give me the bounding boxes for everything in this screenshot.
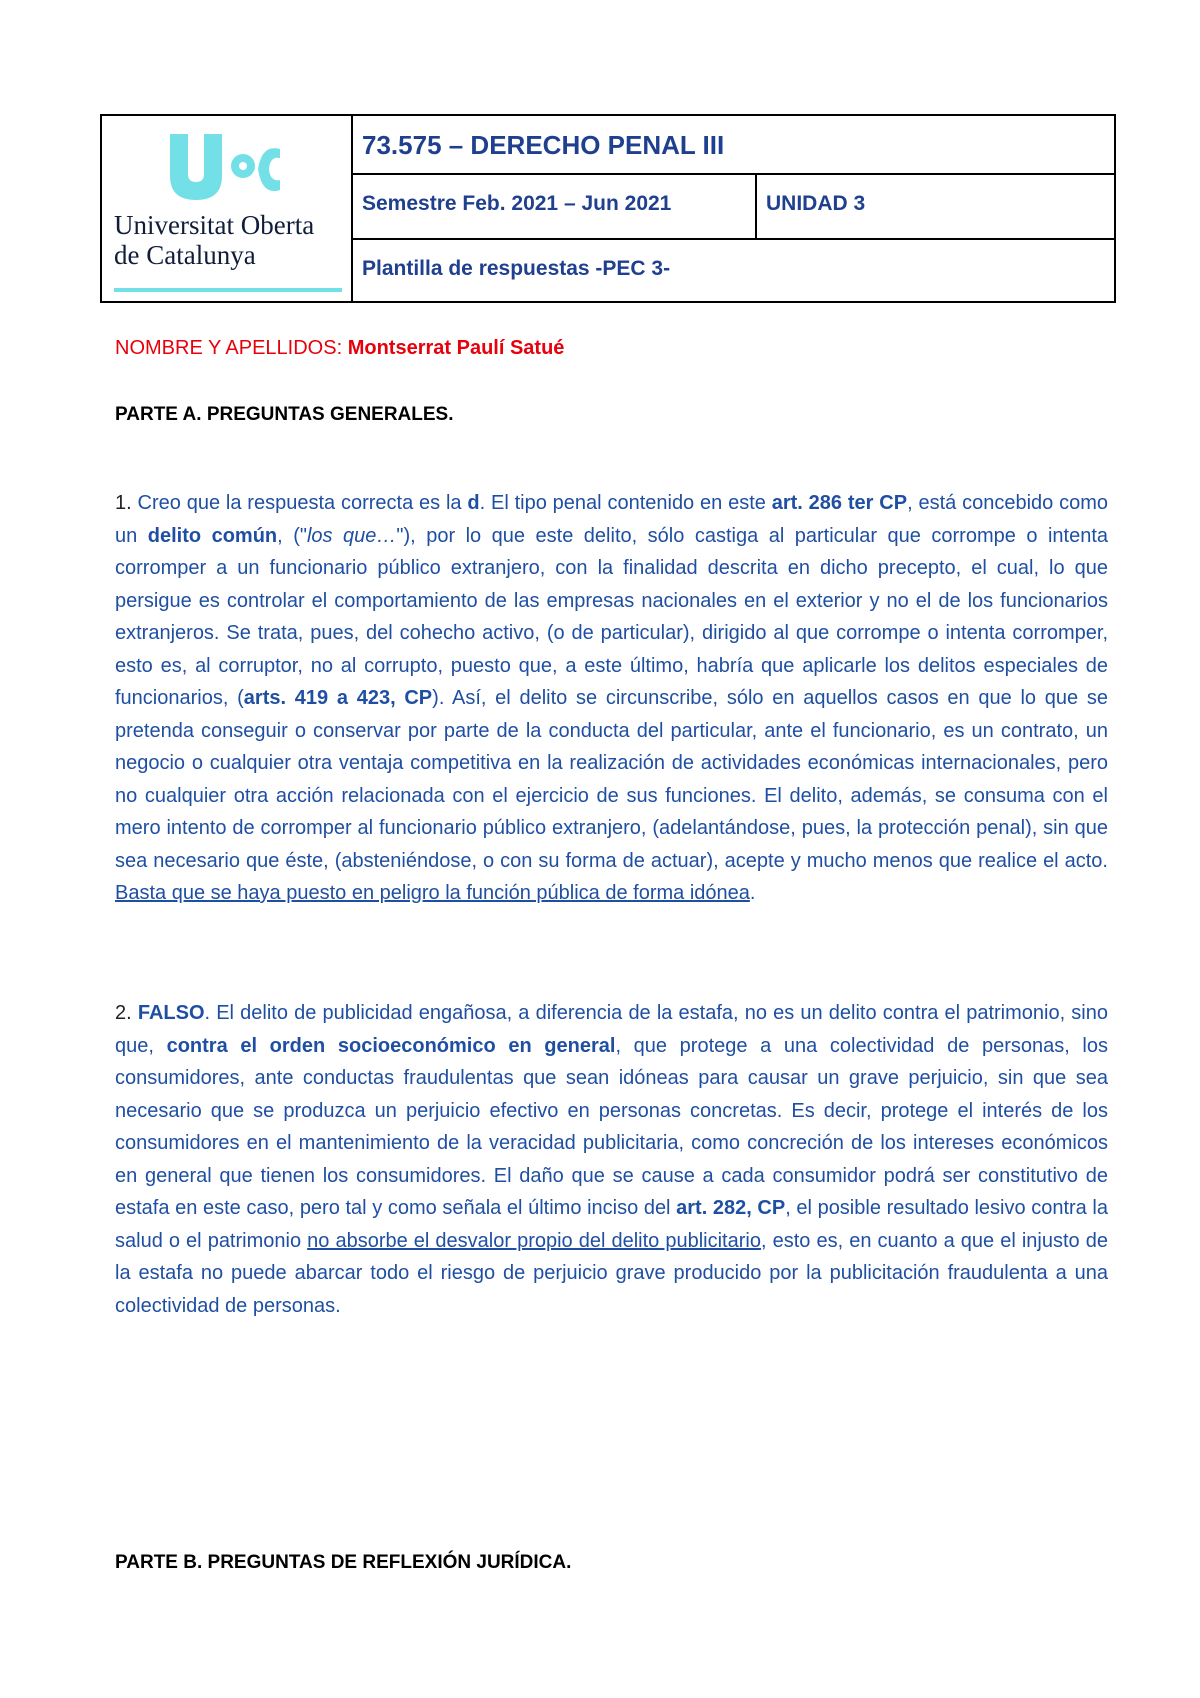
unit-text: UNIDAD 3 <box>766 192 866 215</box>
q1-text-5: "), por lo que este delito, sólo castiga al particular que corrompe o intenta corromper a un funcionario público extranjero, con la finalidad descrita en dicho precepto, el cual, lo que persigue es controlar el comportamiento de las empresas nacionales en el exterior y no el de los funcionarios extranjeros. Se trata, pues, del cohecho activo, (o de particular), dirigido al que corrompe o intenta corromper, esto es, al corruptor, no al corrupto, puesto que, a este último, habría que aplicarle los delitos especiales de funcionarios, ( <box>115 524 1109 709</box>
uoc-logo-mark <box>112 124 282 208</box>
unit-cell <box>757 175 1114 240</box>
question-2-number: 2. <box>115 1002 132 1024</box>
q2-text-4: , esto es, en cuanto a que el injusto de la estafa no puede abarcar todo el riesgo de perjuicio grave producido por la publicitación fraudulenta a una colectividad de personas. <box>115 1229 1108 1317</box>
student-label: NOMBRE Y APELLIDOS: <box>115 337 343 359</box>
q2-underlined: no absorbe el desvalor propio del delito publicitario <box>307 1229 761 1252</box>
logo-cell <box>102 116 353 301</box>
semester-cell <box>353 175 757 240</box>
q1-text-7: . <box>749 882 756 904</box>
template-text: Plantilla de respuestas -PEC 3- <box>362 257 671 280</box>
logo-underline-bar <box>114 288 342 292</box>
question-2-answer <box>115 997 1108 1322</box>
q2-text-1: . El delito de publicidad engañosa, a diferencia de la estafa, no es un delito contra el patrimonio, sino que, <box>115 1002 1108 1057</box>
q1-term: delito común <box>147 524 278 547</box>
template-cell <box>353 240 1114 301</box>
q2-term: contra el orden socioeconómico en general <box>166 1034 616 1057</box>
question-1-number: 1. <box>115 492 132 514</box>
q2-text-3: , el posible resultado lesivo contra la salud o el patrimonio <box>115 1197 1108 1252</box>
q1-text-1: Creo que la respuesta correcta es la <box>137 492 468 514</box>
part-a-heading: PARTE A. PREGUNTAS GENERALES. <box>115 404 454 425</box>
logo-text-line1: Universitat Oberta <box>114 210 315 240</box>
part-b-heading: PARTE B. PREGUNTAS DE REFLEXIÓN JURÍDICA. <box>115 1552 572 1573</box>
q2-answer: FALSO <box>137 1002 205 1024</box>
q2-text-2: , que protege a una colectividad de personas, los consumidores, ante conductas fraudulentas que sean idóneas para causar un grave perjuicio, sin que sea necesario que se produzca un perjuicio efectivo en personas concretas. Es decir, protege el interés de los consumidores en el mantenimiento de la veracidad publicitaria, como concreción de los intereses económicos en general que tienen los consumidores. El daño que se cause a cada consumidor podrá ser constitutivo de estafa en este caso, pero tal y como señala el último inciso del <box>115 1034 1108 1219</box>
header-table <box>100 114 1116 303</box>
q1-underlined: Basta que se haya puesto en peligro la función pública de forma idónea <box>115 882 750 904</box>
q1-answer-letter: d <box>467 492 480 514</box>
question-1-answer <box>115 487 1108 910</box>
q1-text-3: , está concebido como un <box>115 492 1109 547</box>
course-title: 73.575 – DERECHO PENAL III <box>362 130 725 160</box>
semester-text: Semestre Feb. 2021 – Jun 2021 <box>362 192 672 215</box>
student-name: Montserrat Paulí Satué <box>347 337 565 359</box>
q1-articles: arts. 419 a 423, CP <box>243 687 433 709</box>
q1-quote: los que… <box>306 524 397 547</box>
student-name-line <box>115 337 564 360</box>
course-cell <box>353 116 1114 175</box>
q1-text-4: , (" <box>277 524 307 547</box>
q1-text-6: ). Así, el delito se circunscribe, sólo en aquellos casos en que lo que se pretenda conseguir o conservar por parte de la conducta del particular, ante el funcionario, es un contrato, un negocio o cualquier otra ventaja competitiva en la realización de actividades económicas internacionales, pero no cualquier otra acción relacionada con el ejercicio de sus funciones. El delito, además, se consuma con el mero intento de corromper al funcionario público extranjero, (adelantándose, pues, la protección penal), sin que sea necesario que éste, (absteniéndose, o con su forma de actuar), acepte y mucho menos que realice el acto. <box>115 687 1108 872</box>
q1-text-2: . El tipo penal contenido en este <box>479 492 772 514</box>
q1-article: art. 286 ter CP <box>771 492 908 514</box>
q2-article: art. 282, CP <box>676 1197 786 1219</box>
logo-text-line2: de Catalunya <box>114 240 256 270</box>
